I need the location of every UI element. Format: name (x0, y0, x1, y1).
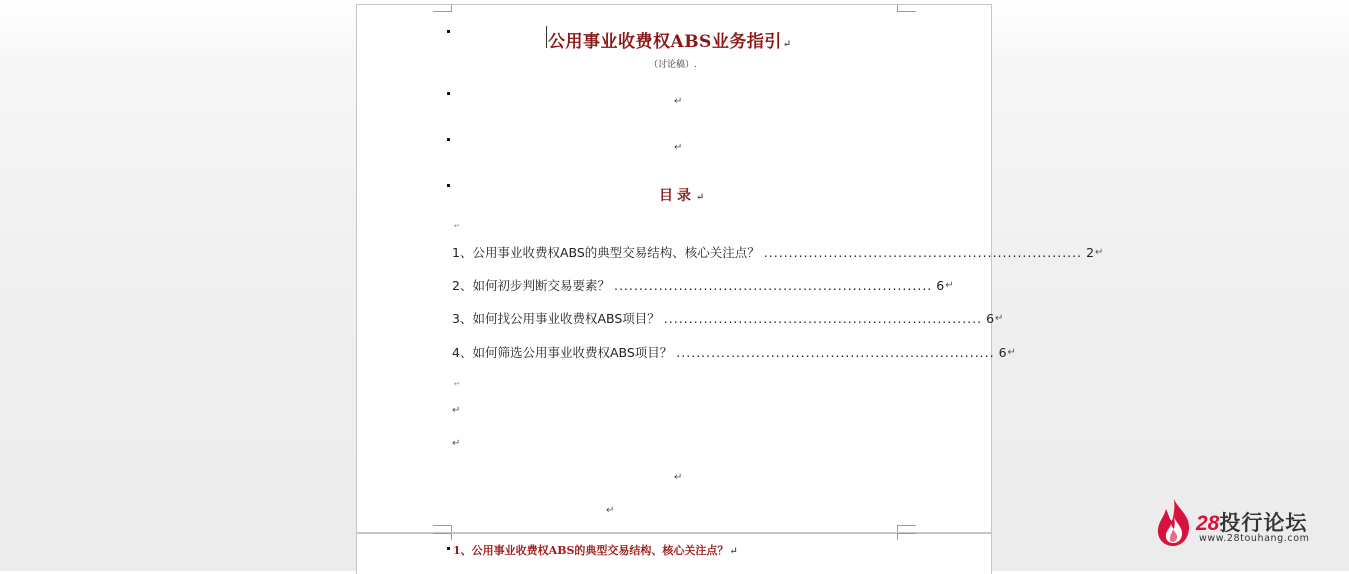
paragraph-mark: ↵ (945, 279, 954, 291)
toc-entry-text: 3、如何找公用事业收费权ABS项目？ (452, 311, 660, 326)
document-title-text: 公用事业收费权ABS业务指引 (548, 32, 782, 52)
paragraph-mark-small: ↵ (454, 380, 460, 388)
flame-logo-icon (1154, 497, 1194, 547)
paragraph-mark: ↵ (606, 505, 615, 516)
toc-heading[interactable] (659, 185, 704, 205)
toc-entry-page: 6 (998, 344, 1007, 360)
paragraph-mark: ↵ (1007, 346, 1016, 358)
toc-leader-dots: ................................................................ (613, 277, 933, 293)
toc-entry[interactable] (452, 343, 1016, 361)
paragraph-mark: ↵ (696, 192, 705, 203)
margin-corner-top-left (433, 5, 452, 12)
paragraph-mark: ↵ (782, 39, 792, 50)
paragraph-bullet (447, 547, 450, 550)
section-heading[interactable] (453, 542, 738, 558)
toc-leader-dots: ................................................................ (663, 310, 983, 326)
toc-entry-page: 6 (936, 277, 945, 293)
toc-entry[interactable] (452, 243, 1104, 261)
paragraph-bullet (447, 92, 450, 95)
watermark-name: 投行论坛 (1219, 511, 1308, 535)
paragraph-mark: ↵ (995, 312, 1004, 324)
paragraph-bullet (447, 184, 450, 187)
document-page-1[interactable] (356, 4, 1104, 533)
paragraph-mark: ↵ (452, 405, 461, 416)
paragraph-mark: ↵ (674, 96, 683, 107)
paragraph-mark: ↵ (1095, 246, 1104, 258)
section-heading-text: 1、公用事业收费权ABS的典型交易结构、核心关注点？ (453, 544, 729, 557)
paragraph-mark: ↵ (729, 546, 738, 557)
paragraph-mark: ↵ (674, 142, 683, 153)
watermark-url: www.28touhang.com (1199, 533, 1310, 544)
paragraph-mark-small: ↵ (454, 222, 460, 230)
paragraph-mark: ↵ (452, 438, 461, 449)
document-page-2[interactable] (356, 533, 992, 574)
watermark-number: 28 (1196, 512, 1220, 535)
toc-entry[interactable] (452, 276, 954, 294)
paragraph-bullet (447, 30, 450, 33)
toc-leader-dots: ................................................................ (763, 244, 1083, 260)
paragraph-mark: ↵ (674, 472, 683, 483)
margin-corner-bottom-right (897, 525, 916, 532)
margin-corner-top-left (433, 533, 452, 540)
document-subtitle[interactable]: （讨论稿）. (649, 60, 697, 70)
toc-entry[interactable] (452, 309, 1004, 327)
text-cursor (546, 26, 547, 48)
toc-heading-text: 目录 (659, 188, 695, 204)
toc-entry-page: 6 (986, 310, 995, 326)
toc-entry-text: 4、如何筛选公用事业收费权ABS项目？ (452, 345, 673, 360)
margin-corner-bottom-left (433, 525, 452, 532)
document-title[interactable] (548, 27, 792, 52)
toc-entry-page: 2 (1086, 244, 1095, 260)
paragraph-bullet (447, 138, 450, 141)
margin-corner-top-right (897, 5, 916, 12)
toc-entry-text: 2、如何初步判断交易要素？ (452, 278, 610, 293)
margin-corner-top-right (897, 533, 916, 540)
toc-entry-text: 1、公用事业收费权ABS的典型交易结构、核心关注点？ (452, 245, 760, 260)
toc-leader-dots: ................................................................ (676, 344, 995, 360)
